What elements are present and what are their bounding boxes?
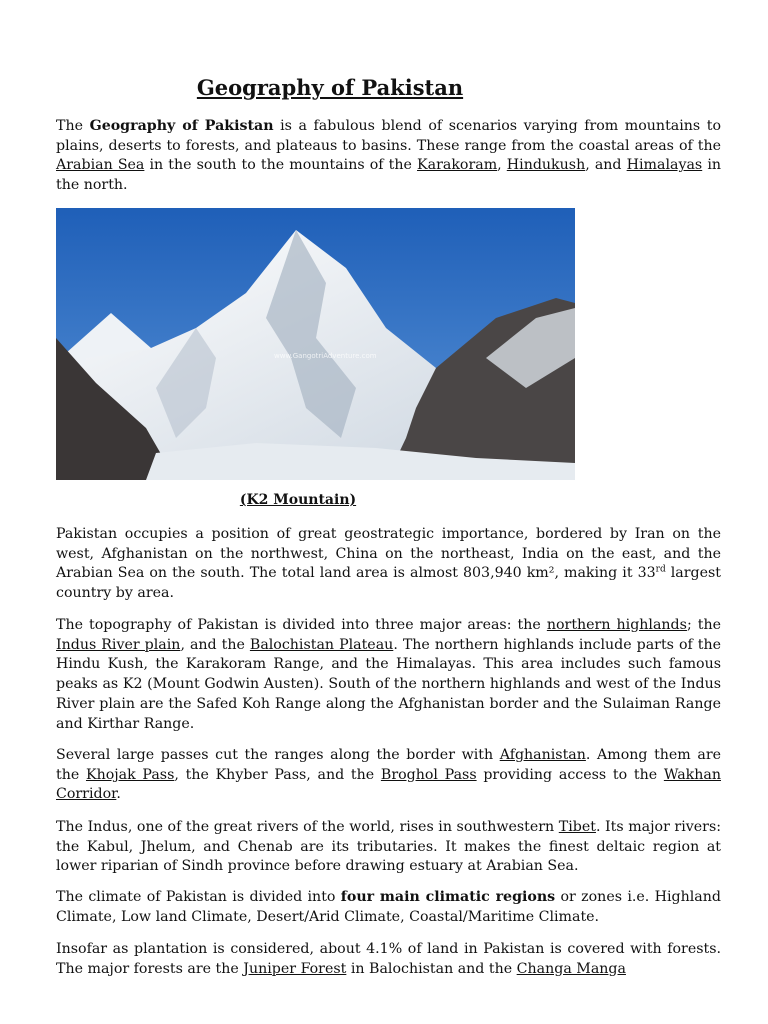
link-wakhan-corridor[interactable]: Wakhan Corridor [56, 766, 721, 803]
text: , and the [180, 636, 250, 653]
mountain-illustration [56, 208, 575, 480]
text: , and [585, 157, 627, 174]
text: ; the [686, 617, 722, 633]
link-broghol-pass[interactable]: Broghol Pass [380, 766, 477, 783]
text: in the north. [56, 157, 721, 194]
superscript: rd [655, 564, 666, 575]
link-himalayas[interactable]: Himalayas [626, 157, 703, 174]
text: The Indus, one of the great rivers of the world, rises in southwestern [56, 819, 559, 835]
text: , the Khyber Pass, and the [174, 766, 381, 783]
link-changa-manga[interactable]: Changa Manga [516, 960, 626, 977]
link-khojak-pass[interactable]: Khojak Pass [85, 766, 175, 783]
text: providing access to the [476, 766, 664, 783]
text: The climate of Pakistan is divided into [56, 889, 341, 905]
k2-mountain-photo [56, 208, 575, 480]
text: largest country by area. [56, 565, 721, 602]
link-juniper-forest[interactable]: Juniper Forest [243, 960, 347, 977]
text: The topography of Pakistan is divided into three major areas: the [56, 617, 547, 633]
forests-paragraph [56, 940, 721, 979]
link-afghanistan[interactable]: Afghanistan [499, 747, 586, 763]
text: , [497, 157, 507, 174]
bold-term: four main climatic regions [340, 889, 556, 905]
indus-paragraph [56, 818, 721, 877]
link-tibet[interactable]: Tibet [558, 819, 596, 835]
borders-paragraph [56, 525, 721, 604]
text: . [116, 786, 121, 803]
text: is a fabulous blend of scenarios varying from mountains to plains, deserts to forests, and plateaus to basins. These range from the coastal areas of the [56, 118, 721, 154]
intro-paragraph [56, 117, 721, 196]
text: Several large passes cut the ranges along the border with [56, 747, 500, 763]
link-balochistan-plateau[interactable]: Balochistan Plateau [249, 636, 394, 653]
text: in Balochistan and the [346, 960, 517, 977]
link-arabian-sea[interactable]: Arabian Sea [56, 157, 145, 174]
link-northern-highlands[interactable]: northern highlands [546, 617, 687, 633]
text: Insofar as plantation is considered, about 4.1% of land in Pakistan is covered with forests. The major forests are the [56, 941, 721, 977]
photo-caption: (K2 Mountain) [239, 492, 357, 508]
page-title: Geography of Pakistan [196, 75, 464, 100]
link-indus-river-plain[interactable]: Indus River plain [56, 636, 181, 653]
photo-watermark: www.GangotriAdventure.com [274, 352, 377, 360]
topography-paragraph [56, 616, 721, 734]
text: or zones i.e. Highland Climate, Low land Climate, Desert/Arid Climate, Coastal/Maritime Climate. [56, 889, 721, 925]
text: Pakistan occupies a position of great geostrategic importance, bordered by Iran on the west, Afghanistan on the northwest, China on the northeast, India on the east, and the Arabian Sea on the south. The total land area is almost 803,940 km², making it 33 [56, 526, 721, 582]
text: in the south to the mountains of the [144, 157, 418, 174]
text: . Its major rivers: the Kabul, Jhelum, and Chenab are its tributaries. It makes the finest deltaic region at lower riparian of Sindh province before drawing estuary at Arabian Sea. [56, 819, 722, 875]
link-hindukush[interactable]: Hindukush [506, 157, 586, 174]
text: . Among them are the [56, 747, 721, 783]
climate-paragraph [56, 888, 721, 927]
bold-term: Geography of Pakistan [89, 118, 274, 134]
passes-paragraph [56, 746, 721, 805]
text: The [56, 118, 90, 134]
link-karakoram[interactable]: Karakoram [417, 157, 498, 174]
text: . The northern highlands include parts of the Hindu Kush, the Karakoram Range, and the Himalayas. This area includes such famous peaks as K2 (Mount Godwin Austen). South of the northern highlands and west of the Indus River plain are the Safed Koh Range along the Afghanistan border and the Sulaiman Range and Kirthar Range. [56, 636, 721, 732]
